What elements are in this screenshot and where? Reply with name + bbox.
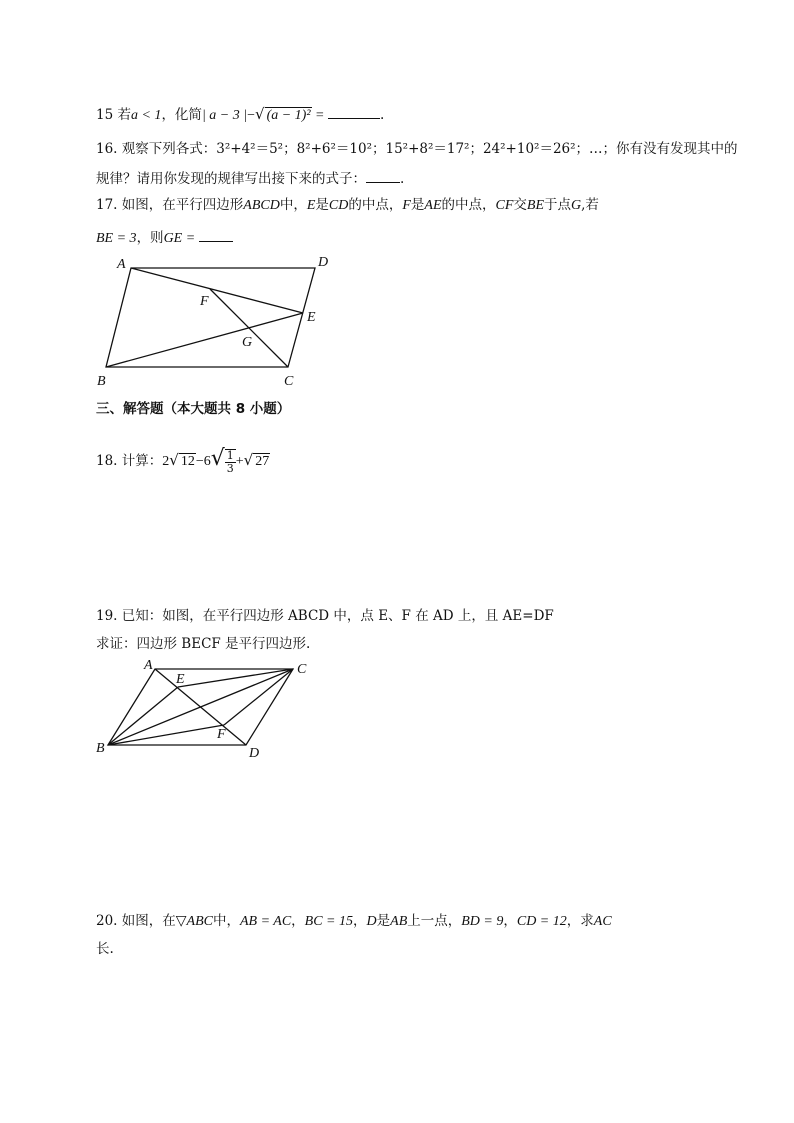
q17-label-e: E (307, 310, 316, 325)
q17-label-f: F (200, 294, 209, 309)
q19-label-d: D (249, 746, 260, 761)
q17-label-c: C (284, 374, 294, 389)
question-17-line-2: BE = 3，则GE = (96, 227, 233, 248)
question-20-line-1: 20. 如图，在▽ABC中，AB = AC，BC = 15，D是AB上一点，BD = 9，CD = 12，求AC (96, 913, 612, 929)
q19-segment-fc (224, 669, 293, 725)
q17-label-a: A (117, 257, 126, 272)
question-17-line-1: 17. 如图，在平行四边形ABCD中，E是CD的中点，F是AE的中点，CF交BE于点G,若 (96, 197, 599, 213)
q19-segment-bf (108, 725, 224, 745)
q17-segment-cf (210, 289, 288, 367)
q19-label-e: E (176, 672, 185, 687)
q19-segment-ad (155, 669, 246, 745)
q18-fraction: $\frac{1}{3}$ (226, 448, 234, 475)
q19-label-c: C (297, 662, 307, 677)
question-15: 15 若a < 1，化简| a − 3 |−√ (a − 1)² = . (96, 105, 385, 123)
section-3-heading: 三、解答题（本大题共 8 小题） (96, 401, 291, 417)
q17-segment-ae (131, 268, 303, 313)
q15-condition: a < 1 (130, 108, 162, 123)
radical-sign: √ (210, 446, 225, 471)
q19-label-f: F (217, 727, 226, 742)
question-18: 18. 计算：2√ 12−6√ $\frac{1}{3}$ +√ 27 (96, 446, 270, 475)
q17-label-b: B (97, 374, 106, 389)
q15-number: 15 (96, 107, 114, 123)
question-16-line-1: 16. 观察下列各式：3²+4²＝5²；8²+6²＝10²；15²+8²＝17²；24²+10²＝26²；…；你有没有发现其中的 (96, 141, 738, 157)
q15-abs-expression: | a − 3 | (201, 108, 248, 123)
question-19-line-1: 19. 已知：如图，在平行四边形 ABCD 中，点 E、F 在 AD 上，且 AE=DF (96, 608, 554, 624)
q17-segment-be (106, 313, 303, 367)
radical-sign: √ (169, 451, 179, 469)
radical-sign: √ (255, 105, 265, 123)
q19-label-a: A (144, 658, 153, 673)
q19-segment-be (108, 687, 178, 745)
q19-label-b: B (96, 741, 105, 756)
q17-label-g: G (242, 335, 253, 350)
q17-label-d: D (318, 255, 329, 270)
q19-segment-ec (178, 669, 293, 687)
q17-parallelogram (106, 268, 315, 367)
q15-radicand: (a − 1)² (266, 108, 311, 123)
question-19-line-2: 求证：四边形 BECF 是平行四边形. (96, 636, 311, 652)
question-20-line-2: 长. (96, 941, 114, 957)
radical-sign: √ (243, 451, 254, 469)
question-16-line-2: 规律？请用你发现的规律写出接下来的式子： . (96, 168, 404, 188)
